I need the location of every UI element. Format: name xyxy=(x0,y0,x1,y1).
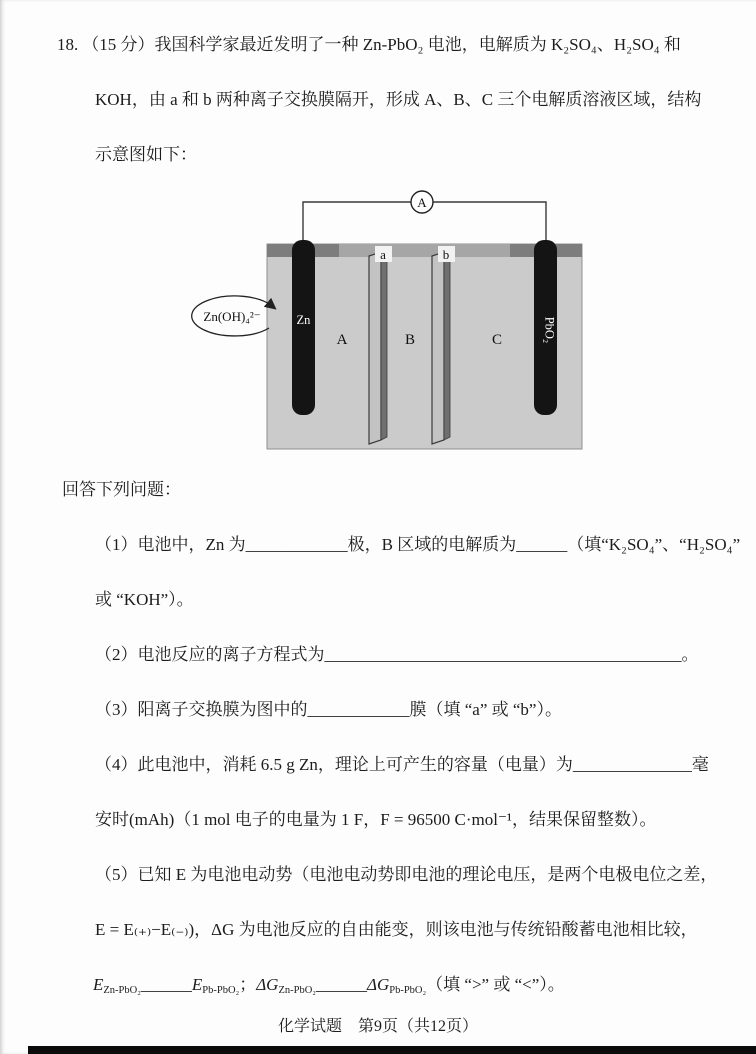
q1-line-1: （1）电池中，Zn 为____________极，B 区域的电解质为______（填“K₂SO₄”、“H₂SO₄” xyxy=(95,535,741,554)
membrane-a-plate xyxy=(369,252,381,444)
zn-electrode xyxy=(292,240,315,415)
region-c-label: C xyxy=(491,332,503,348)
q2-line-1: （2）电池反应的离子方程式为__________________________________________。 xyxy=(95,645,699,664)
gibbs-symbol-2-sub: Pb-PbO₂ xyxy=(389,985,427,996)
blank-1: ______ xyxy=(140,975,192,994)
emf-symbol-2-sub: Pb-PbO₂ xyxy=(202,985,240,996)
answer-prompt: 回答下列问题： xyxy=(62,480,181,499)
page-footer: 化学试题 第9页（共12页） xyxy=(277,1018,478,1035)
region-a-label: A xyxy=(336,332,348,348)
q1-line-2: 或 “KOH”）。 xyxy=(95,590,194,609)
ammeter-label: A xyxy=(417,195,427,210)
wire-right xyxy=(433,202,546,248)
q5-line-1: （5）已知 E 为电池电动势（电池电动势即电池的理论电压，是两个电极电位之差， xyxy=(95,865,718,884)
intro-text-1: （15 分）我国科学家最近发明了一种 Zn-PbO₂ 电池，电解质为 K₂SO₄、H₂SO₄ 和 xyxy=(82,35,681,54)
battery-diagram xyxy=(0,182,756,462)
gibbs-symbol-2: ΔG xyxy=(366,975,390,994)
q5-line-3 xyxy=(0,957,756,1012)
q5-tail-text: （填 “>” 或 “<”）。 xyxy=(426,975,565,994)
pbo2-electrode-label: PbO₂ xyxy=(542,316,557,344)
gibbs-symbol-1-sub: Zn-PbO₂ xyxy=(278,985,316,996)
separator: ； xyxy=(239,975,257,994)
membrane-a-edge xyxy=(381,249,387,440)
blank-2: ______ xyxy=(315,975,367,994)
membrane-a-label: a xyxy=(380,247,386,262)
intro-line-3: 示意图如下： xyxy=(95,145,197,164)
intro-line-2: KOH，由 a 和 b 两种离子交换膜隔开，形成 A、B、C 三个电解质溶液区域，结构 xyxy=(95,90,702,109)
q4-line-2: 安时(mAh)（1 mol 电子的电量为 1 F，F = 96500 C·mol⁻¹，结果保留整数）。 xyxy=(95,810,657,829)
wire-left xyxy=(303,202,411,248)
q5-line-2: E = E₍₊₎−E₍₋₎)，ΔG 为电池反应的自由能变，则该电池与传统铅酸蓄电池相比较， xyxy=(95,920,698,939)
membrane-b-plate xyxy=(432,252,444,444)
q3-line-1: （3）阳离子交换膜为图中的____________膜（填 “a” 或 “b”）。 xyxy=(95,700,562,719)
region-b-label: B xyxy=(404,332,416,348)
battery-diagram-svg xyxy=(172,182,702,462)
zincate-ion-label: Zn(OH)₄²⁻ xyxy=(203,309,261,324)
emf-symbol-1-sub: Zn-PbO₂ xyxy=(103,985,141,996)
membrane-b-label: b xyxy=(442,247,450,262)
gibbs-symbol-1: ΔG xyxy=(256,975,279,994)
intro-line-1 xyxy=(0,17,756,72)
zn-electrode-label: Zn xyxy=(296,313,311,327)
emf-symbol-2: E xyxy=(191,975,203,994)
membrane-b-edge xyxy=(444,249,450,440)
scan-bottom-edge xyxy=(28,1046,756,1054)
question-number: 18. xyxy=(57,35,79,54)
q4-line-1: （4）此电池中，消耗 6.5 g Zn，理论上可产生的容量（电量）为______________毫 xyxy=(95,755,709,774)
emf-symbol-1: E xyxy=(93,975,104,994)
